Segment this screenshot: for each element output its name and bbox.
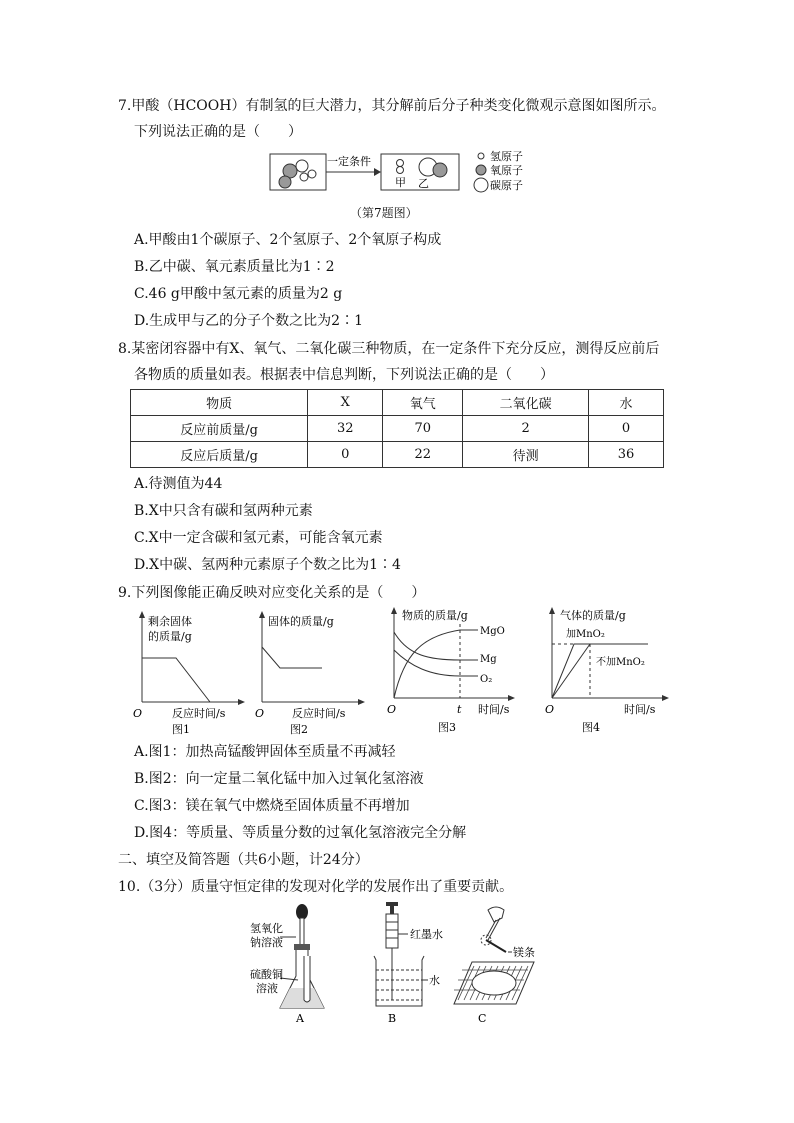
origin-label: O [545, 703, 555, 716]
arrow-label: 一定条件 [327, 155, 371, 168]
label-yi: 乙 [418, 177, 429, 190]
chart-caption: 图1 [172, 723, 190, 736]
q8-option-d[interactable]: D.X中碳、氢两种元素原子个数之比为1∶4 [134, 557, 401, 573]
section-2-title: 二、填空及简答题（共6小题，计24分） [118, 852, 369, 868]
origin-label: O [255, 707, 265, 720]
table-header: 水 [588, 390, 663, 416]
co-molecule [419, 158, 447, 177]
x-label: 反应时间/s [292, 707, 346, 720]
chart-caption: 图3 [438, 721, 456, 734]
q10-apparatus-diagram [250, 900, 550, 1024]
series-line [142, 658, 210, 702]
t-label: t [457, 703, 462, 716]
caption-b: B [388, 1012, 397, 1024]
origin-label: O [387, 703, 397, 716]
caption-a: A [296, 1012, 304, 1024]
legend-oxygen: 氧原子 [490, 164, 523, 177]
table-cell: 2 [463, 416, 589, 442]
q8-mass-table [130, 389, 664, 468]
q9-stem: 9.下列图像能正确反映对应变化关系的是（ ） [118, 585, 426, 601]
y-label-1: 剩余固体 [148, 615, 192, 628]
table-header: 物质 [131, 390, 308, 416]
q9-option-c[interactable]: C.图3：镁在氧气中燃烧至固体质量不再增加 [134, 798, 410, 814]
q9-option-b[interactable]: B.图2：向一定量二氧化锰中加入过氧化氢溶液 [134, 771, 424, 787]
q8-stem-line2: 各物质的质量如表。根据表中信息判断，下列说法正确的是（ ） [134, 367, 554, 383]
table-header-row [131, 390, 664, 416]
q7-molecule-diagram [268, 150, 538, 196]
syringe-icon [386, 914, 398, 948]
series-label-without: 不加MnO₂ [596, 657, 645, 668]
q9-chart-1 [128, 610, 248, 738]
chart-caption: 图2 [290, 723, 308, 736]
q7-stem-line1: 7.甲酸（HCOOH）有制氢的巨大潜力，其分解前后分子种类变化微观示意图如图所示。 [118, 98, 666, 114]
q9-chart-3 [382, 604, 522, 738]
apparatus-a [250, 904, 324, 1024]
q8-option-c[interactable]: C.X中一定含碳和氢元素，可能含氧元素 [134, 530, 383, 546]
q9-option-d[interactable]: D.图4：等质量、等质量分数的过氧化氢溶液完全分解 [134, 825, 467, 841]
label-ink: 红墨水 [410, 928, 443, 941]
x-label: 时间/s [478, 703, 510, 716]
chart-caption: 图4 [582, 721, 600, 734]
table-row [131, 442, 664, 468]
q9-chart-2 [250, 610, 370, 738]
tongs-icon [488, 907, 504, 922]
series-label-with: 加MnO₂ [566, 629, 605, 640]
label-mg: 镁条 [513, 946, 535, 959]
q7-figure-caption: （第7题图） [350, 206, 418, 220]
q8-option-b[interactable]: B.X中只含有碳和氢两种元素 [134, 503, 313, 519]
q7-option-d[interactable]: D.生成甲与乙的分子个数之比为2∶1 [134, 313, 363, 329]
atom-legend [474, 150, 523, 192]
label-cuso4-1: 硫酸铜 [250, 968, 283, 981]
formic-acid-molecule [279, 160, 316, 188]
table-cell: 待测 [463, 442, 589, 468]
q10-stem: 10.（3分）质量守恒定律的发现对化学的发展作出了重要贡献。 [118, 879, 514, 895]
hydrogen-atom-icon [478, 153, 484, 159]
origin-label: O [133, 707, 143, 720]
series-line [262, 647, 322, 668]
table-header: X [308, 390, 383, 416]
table-cell: 32 [308, 416, 383, 442]
q7-stem-line2: 下列说法正确的是（ ） [134, 124, 302, 140]
x-label: 时间/s [624, 703, 656, 716]
reactant-box [270, 154, 326, 190]
table-cell: 反应前质量/g [131, 416, 308, 442]
series-label-o2: O₂ [480, 674, 493, 685]
q7-option-b[interactable]: B.乙中碳、氧元素质量比为1∶2 [134, 259, 335, 275]
q9-chart-4 [540, 604, 680, 738]
carbon-atom-icon [474, 178, 488, 192]
apparatus-b [374, 902, 443, 1024]
table-header: 二氧化碳 [463, 390, 589, 416]
q8-option-a[interactable]: A.待测值为44 [134, 476, 223, 492]
y-label-1: 气体的质量/g [560, 609, 626, 622]
caption-c: C [478, 1012, 487, 1024]
table-cell: 0 [308, 442, 383, 468]
q7-option-a[interactable]: A.甲酸由1个碳原子、2个氢原子、2个氧原子构成 [134, 232, 442, 248]
hydrogen-molecule [397, 160, 404, 174]
oxygen-atom-icon [476, 165, 486, 175]
label-water: 水 [429, 974, 440, 987]
label-cuso4-2: 溶液 [256, 982, 278, 995]
series-mgo [394, 630, 478, 698]
legend-hydrogen: 氢原子 [490, 150, 523, 163]
magnesium-strip-icon [486, 940, 506, 952]
y-label-2: 的质量/g [148, 630, 192, 643]
series-label-mg: Mg [480, 654, 497, 665]
table-cell: 36 [588, 442, 663, 468]
apparatus-c [454, 907, 535, 1024]
y-label-1: 固体的质量/g [268, 615, 334, 628]
table-cell: 22 [383, 442, 463, 468]
legend-carbon: 碳原子 [490, 179, 523, 192]
label-naoh-1: 氢氧化 [250, 922, 283, 935]
table-cell: 反应后质量/g [131, 442, 308, 468]
beaker-icon [374, 956, 424, 1006]
q9-option-a[interactable]: A.图1：加热高锰酸钾固体至质量不再减轻 [134, 744, 396, 760]
table-header: 氧气 [383, 390, 463, 416]
x-label: 反应时间/s [172, 707, 226, 720]
q8-stem-line1: 8.某密闭容器中有X、氧气、二氧化碳三种物质，在一定条件下充分反应，测得反应前后 [118, 341, 660, 357]
series-label-mgo: MgO [480, 626, 505, 637]
q7-option-c[interactable]: C.46 g甲酸中氢元素的质量为2 g [134, 286, 343, 302]
table-cell: 0 [588, 416, 663, 442]
label-jia: 甲 [395, 176, 406, 189]
series-with-mno2 [552, 644, 648, 698]
table-cell: 70 [383, 416, 463, 442]
table-row [131, 416, 664, 442]
y-label-1: 物质的质量/g [402, 609, 468, 622]
label-naoh-2: 钠溶液 [250, 936, 283, 949]
